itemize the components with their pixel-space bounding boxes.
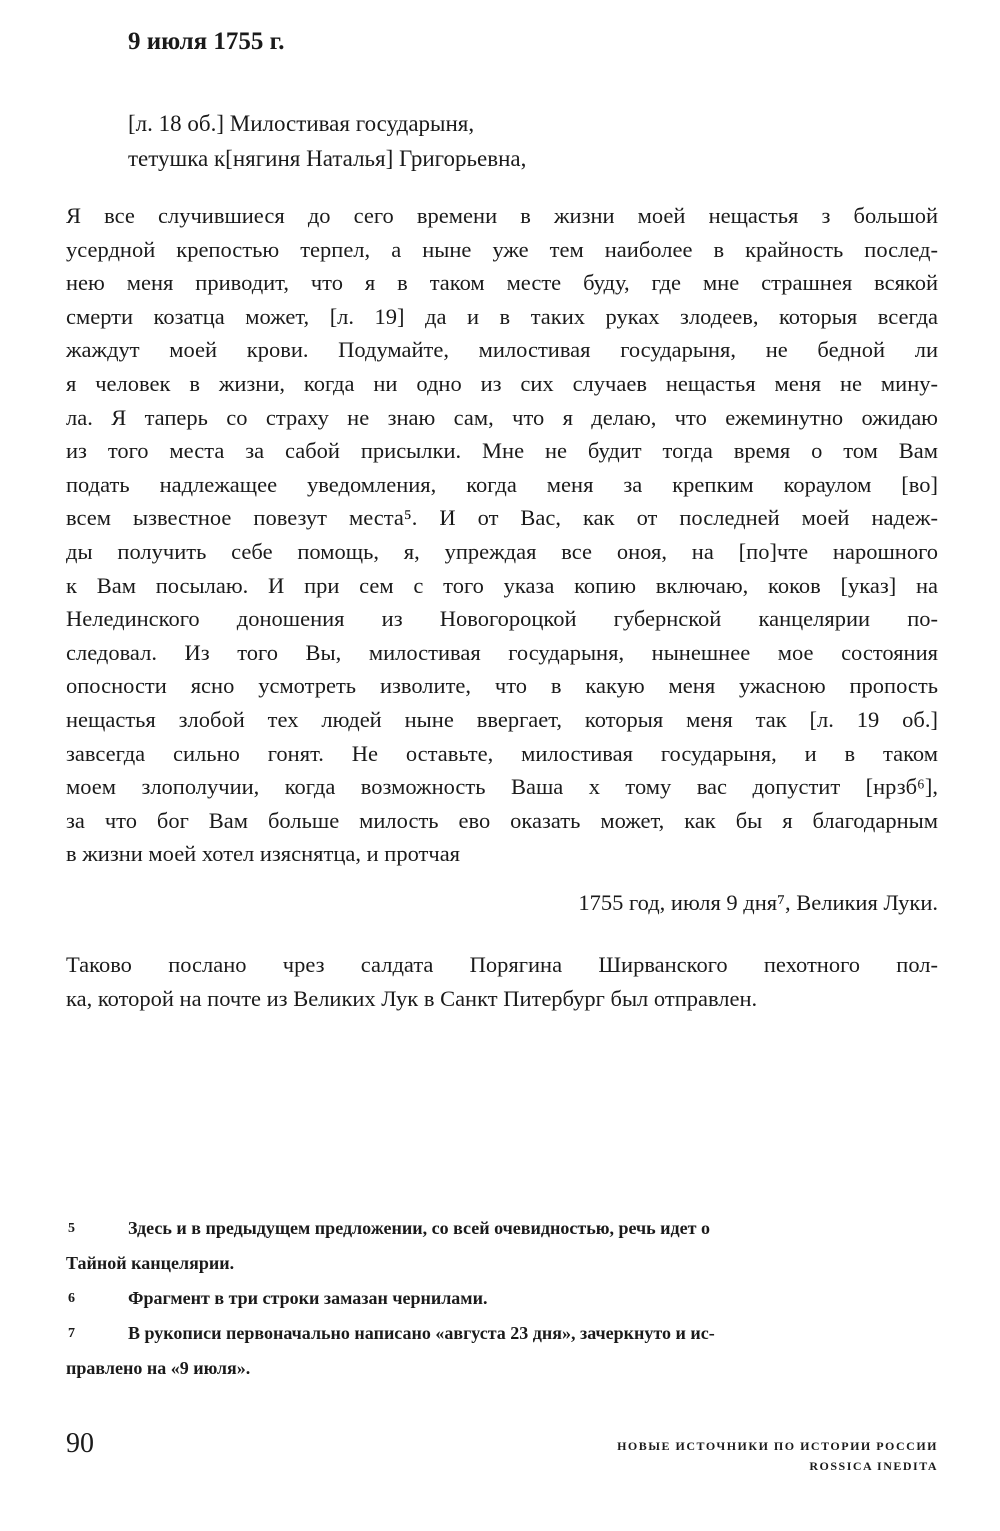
letter-body-line: моем злополучии, когда возможность Ваша х тому вас допустит [нрзб⁶], <box>66 774 938 800</box>
letter-body-line: я человек в жизни, когда ни одно из сих случаев нещастья меня не мину- <box>66 370 938 396</box>
letter-body-line: в жизни моей хотел изяснятца, и протчая <box>66 841 461 867</box>
running-head-subtitle: ROSSICA INEDITA <box>809 1459 938 1473</box>
letter-body-line: опосности ясно усмотреть изволите, что в какую меня ужасною пропость <box>66 673 938 699</box>
footnote-line: правлено на «9 июля». <box>66 1358 251 1378</box>
letter-body-line: ды получить себе помощь, я, упреждая все оноя, на [по]чте нарошного <box>66 538 938 564</box>
footnote-text: Здесь и в предыдущем предложении, со всей очевидностью, речь идет о <box>128 1218 710 1238</box>
salutation-line-1: [л. 18 об.] Милостивая государыня, <box>128 111 475 136</box>
letter-body-line: всем ызвестное повезут места⁵. И от Вас, как от последней моей надеж- <box>66 505 938 531</box>
footnote-number: 7 <box>68 1326 75 1341</box>
signature-date: 1755 год, июля 9 дня⁷, Великия Луки. <box>578 890 938 915</box>
letter-body-line: из того места за сабой присылки. Мне не будит тогда время о том Вам <box>66 438 938 464</box>
letter-body-line: смерти козатца может, [л. 19] да и в таких руках злодеев, которыя всегда <box>66 303 938 329</box>
letter-body-line: нещастья злобой тех людей ныне ввергает, которыя меня так [л. 19 об.] <box>66 706 938 732</box>
dispatch-note <box>66 948 938 1015</box>
letter-body-line: усердной крепостью терпел, а ныне уже тем наиболее в крайность послед- <box>66 236 938 262</box>
footnote-line <box>68 1211 938 1246</box>
letter-body-line: следовал. Из того Вы, милостивая государыня, нынешнее мое состояния <box>66 639 938 665</box>
letter-body-line: завсегда сильно гонят. Не оставьте, милостивая государыня, и в таком <box>66 740 938 766</box>
footnote-line <box>68 1281 938 1316</box>
footnote-text: Фрагмент в три строки замазан чернилами. <box>128 1288 488 1308</box>
running-head <box>617 1436 938 1476</box>
dispatch-note-line: Таково послано чрез салдата Порягина Ширванского пехотного пол- <box>66 952 938 977</box>
footnote-number: 6 <box>68 1291 75 1306</box>
letter-body-line: Нелединского доношения из Новогороцкой губернской канцелярии по- <box>66 606 938 632</box>
letter-body <box>66 199 938 871</box>
letter-body-line: за что бог Вам больше милость ево оказать может, как бы я благодарным <box>66 807 938 833</box>
document-date-heading: 9 июля 1755 г. <box>128 28 285 55</box>
page-number: 90 <box>66 1428 94 1459</box>
footnote-number: 5 <box>68 1221 75 1236</box>
footnote-line <box>68 1316 938 1351</box>
running-head-title: НОВЫЕ ИСТОЧНИКИ ПО ИСТОРИИ РОССИИ <box>617 1439 938 1453</box>
letter-body-line: нею меня приводит, что я в таком месте буду, где мне страшнея всякой <box>66 270 938 296</box>
letter-body-line: подать надлежащее уведомления, когда меня за крепким кораулом [во] <box>66 471 938 497</box>
salutation-line-2: тетушка к[нягиня Наталья] Григорьевна, <box>128 146 527 171</box>
dispatch-note-line: ка, которой на почте из Великих Лук в Санкт Питербург был отправлен. <box>66 985 758 1011</box>
footnote-text: В рукописи первоначально написано «августа 23 дня», зачеркнуто и ис- <box>128 1323 715 1343</box>
letter-body-line: к Вам посылаю. И при сем с того указа копию включаю, коков [указ] на <box>66 572 938 598</box>
letter-body-line: ла. Я таперь со страху не знаю сам, что я делаю, что ежеминутно ожидаю <box>66 404 938 430</box>
footnote-line: Тайной канцелярии. <box>66 1253 235 1273</box>
footnotes <box>66 1211 938 1386</box>
letter-body-line: жаждут моей крови. Подумайте, милостивая государыня, не бедной ли <box>66 337 938 363</box>
letter-body-line: Я все случившиеся до сего времени в жизни моей нещастья з большой <box>66 203 938 228</box>
